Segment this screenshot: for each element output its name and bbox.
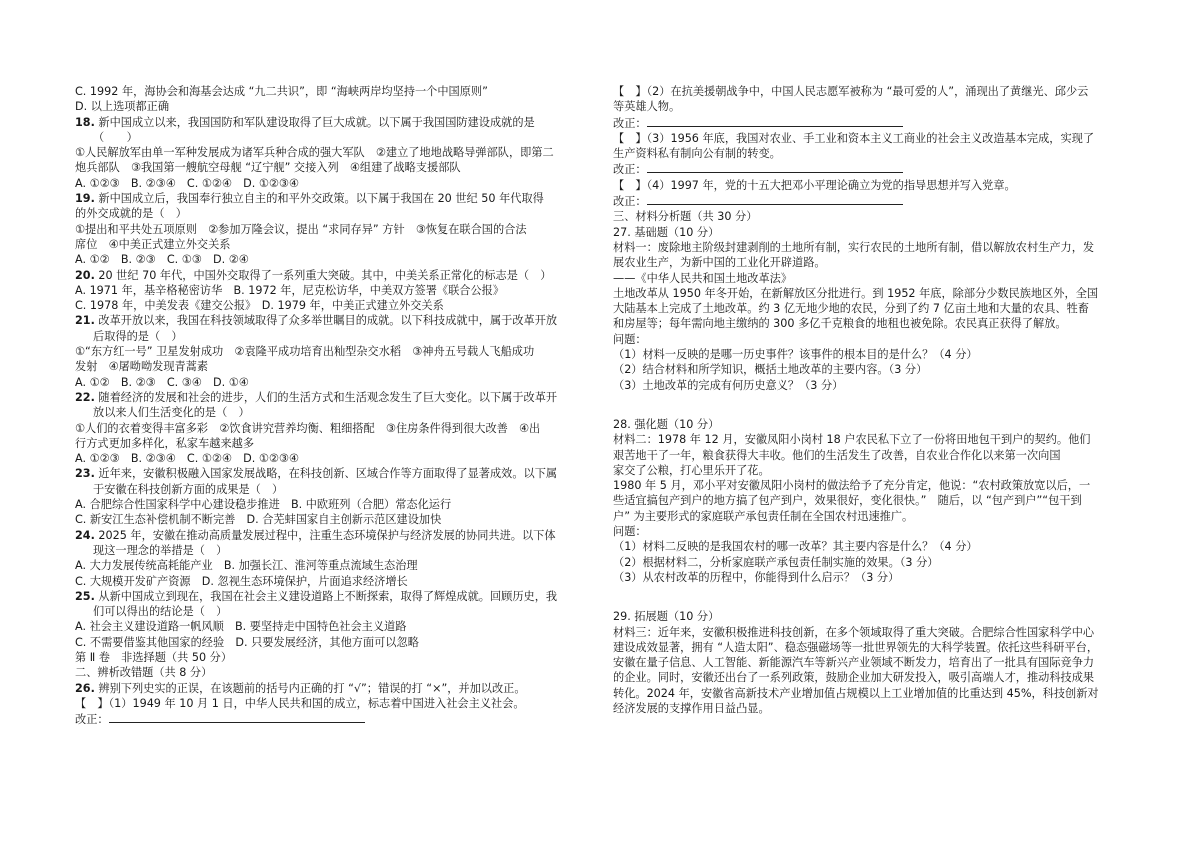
q23-stem: 近年来，安徽积极融入国家发展战略，在科技创新、区域合作等方面取得了显著成效。以下属	[94, 467, 558, 481]
q28-sub-3: （3）从农村改革的历程中，你能得到什么启示？（3 分）	[613, 570, 900, 584]
q19-stem-2: 的外交成就的是（ ）	[75, 207, 187, 221]
q26-stem: 辨别下列史实的正误，在该题前的括号内正确的打 “√”；错误的打 “×”，并加以改正。	[94, 681, 526, 695]
q22-answers: A. ①②③ B. ②③④ C. ①②④ D. ①②③④	[75, 452, 299, 466]
q18-stem: 新中国成立以来，我国国防和军队建设取得了巨大成就。以下属于我国国防建设成就的是	[94, 115, 535, 129]
q17-option-c: C. 1992 年，海协会和海基会达成 “九二共识”，即 “海峡两岸均坚持一个中国原则”	[75, 85, 488, 98]
q24-stem: 2025 年，安徽在推动高质量发展过程中，注重生态环境保护与经济发展的协同共进。以下体	[94, 528, 556, 542]
q24-number: 24.	[75, 528, 95, 542]
q22-stem-2: 放以来人们生活变化的是（ ）	[93, 406, 250, 420]
q21-stem: 改革开放以来，我国在科技领域取得了众多举世瞩目的成就。以下科技成就中，属于改革开放	[94, 314, 558, 328]
q29-material-3: 安徽在量子信息、人工智能、新能源汽车等新兴产业领域不断发力，培育出了一批具有国际竞争力	[613, 656, 1095, 670]
q19-answers: A. ①② B. ②③ C. ①③ D. ②④	[75, 253, 249, 267]
q26-item-3-fix-line[interactable]	[647, 161, 903, 173]
q23-stem-2: 于安徽在科技创新方面的成果是（ ）	[93, 482, 284, 496]
q29-material-6: 经济发展的支撑作用日益凸显。	[613, 701, 770, 715]
q20-stem: 20 世纪 70 年代，中国外交取得了一系列重大突破。其中，中美关系正常化的标志是（ ）	[94, 268, 552, 282]
q27-source: ——《中华人民共和国土地改革法》	[613, 271, 793, 285]
q25-answers-2: C. 不需要借鉴其他国家的经验 D. 只要发展经济，其他方面可以忽略	[75, 635, 419, 649]
section-2-heading: 二、辨析改错题（共 8 分）	[75, 666, 213, 680]
q28-material-1c: 家交了公粮，打心里乐开了花。	[613, 463, 770, 477]
question-24	[75, 528, 590, 589]
q26-item-3-fix-label: 改正：	[613, 163, 647, 177]
q28-sub-1: （1）材料二反映的是我国农村的哪一改革？其主要内容是什么？（4 分）	[613, 540, 978, 554]
q22-stem: 随着经济的发展和社会的进步，人们的生活方式和生活观念发生了巨大变化。以下属于改革开	[94, 390, 558, 404]
question-28	[613, 417, 1133, 585]
q18-options-2: 炮兵部队 ③我国第一艘航空母舰 “辽宁舰” 交接入列 ④组建了战略支援部队	[75, 161, 461, 175]
question-25	[75, 589, 590, 650]
q26-item-1-fix-label: 改正：	[75, 713, 109, 727]
q27-material-2c: 和房屋等；每年需向地主缴纳的 300 多亿千克粮食的地租也被免除。农民真正获得了解放。	[613, 317, 1067, 331]
q27-material-1a: 材料一：废除地主阶级封建剥削的土地所有制，实行农民的土地所有制，借以解放农村生产力，发	[613, 240, 1095, 254]
q22-options-2: 行方式更加多样化，私家车越来越多	[75, 436, 255, 450]
q24-stem-2: 现这一理念的举措是（ ）	[93, 543, 228, 557]
question-21	[75, 313, 590, 389]
q20-number: 20.	[75, 268, 95, 282]
q27-ask: 问题：	[613, 332, 647, 346]
q24-answers-1: A. 大力发展传统高耗能产业 B. 加强长江、淮河等重点流域生态治理	[75, 559, 418, 573]
q29-material-4: 的企业。同时，安徽还出台了一系列政策，鼓励企业加大研发投入，吸引高端人才，推动科技成果	[613, 671, 1095, 685]
q19-stem: 新中国成立后，我国奉行独立自主的和平外交政策。以下属于我国在 20 世纪 50 年代取得	[94, 192, 544, 206]
q22-options-1: ①人们的衣着变得丰富多彩 ②饮食讲究营养均衡、粗细搭配 ③住房条件得到很大改善 ④出	[75, 421, 541, 435]
question-26	[75, 681, 590, 728]
q29-material-2: 建设成效显著，拥有 “人造太阳”、稳态强磁场等一批世界领先的大科学装置。依托这些科研平台，	[613, 640, 1099, 654]
q22-number: 22.	[75, 390, 95, 404]
q25-number: 25.	[75, 589, 95, 603]
q28-material-2a: 1980 年 5 月，邓小平对安徽凤阳小岗村的做法给予了充分肯定，他说：“农村政策放宽以后，一	[613, 479, 1091, 493]
q19-options-1: ①提出和平共处五项原则 ②参加万隆会议，提出 “求同存异” 方针 ③恢复在联合国的合法	[75, 222, 527, 236]
q26-item-3: 【 】（3）1956 年底，我国对农业、手工业和资本主义工商业的社会主义改造基本完成，实现了	[613, 131, 1095, 145]
right-column	[613, 84, 1133, 716]
q28-material-1a: 材料二：1978 年 12 月，安徽凤阳小岗村 18 户农民私下立了一份将田地包干到户的契约。他们	[613, 433, 1091, 447]
q28-material-1b: 艰苦地干了一年，粮食获得大丰收。他们的生活发生了改善，自农业合作化以来第一次向国	[613, 448, 1061, 462]
q27-material-2b: 大陆基本上完成了土地改革。约 3 亿无地少地的农民，分到了约 7 亿亩土地和大量的农具、牲畜	[613, 302, 1089, 316]
q28-material-2c: 户” 为主要形式的家庭联产承包责任制在全国农村迅速推广。	[613, 509, 914, 523]
q27-material-1b: 展农业生产，为新中国的工业化开辟道路。	[613, 256, 826, 270]
q27-sub-1: （1）材料一反映的是哪一历史事件？该事件的根本目的是什么？（4 分）	[613, 348, 978, 362]
q18-number: 18.	[75, 115, 95, 129]
q26-item-2-fix-line[interactable]	[647, 115, 903, 127]
q18-answers: A. ①②③ B. ②③④ C. ①②④ D. ①②③④	[75, 176, 299, 190]
question-22	[75, 390, 590, 466]
q20-answers-1: A. 1971 年，基辛格秘密访华 B. 1972 年，尼克松访华，中美双方签署《联合公报》	[75, 283, 505, 297]
q29-title: 29. 拓展题（10 分）	[613, 610, 720, 624]
left-column	[75, 84, 590, 727]
section-3-heading: 三、材料分析题（共 30 分）	[613, 210, 758, 224]
q17-option-d: D. 以上选项都正确	[75, 100, 170, 114]
q26-item-1: 【 】（1）1949 年 10 月 1 日，中华人民共和国的成立，标志着中国进入社会主义社会。	[75, 696, 525, 710]
question-19	[75, 191, 590, 267]
q23-number: 23.	[75, 467, 95, 481]
q18-options-1: ①人民解放军由单一军种发展成为诸军兵种合成的强大军队 ②建立了地地战略导弹部队，即第二	[75, 146, 554, 160]
q19-number: 19.	[75, 192, 95, 206]
q25-stem-2: 们可以得出的结论是（ ）	[93, 605, 228, 619]
q20-answers-2: C. 1978 年，中美发表《建交公报》 D. 1979 年，中美正式建立外交关系	[75, 299, 444, 313]
question-27	[613, 225, 1133, 393]
q26-item-1-fix-line[interactable]	[109, 711, 365, 723]
q21-answers: A. ①② B. ②③ C. ③④ D. ①④	[75, 375, 249, 389]
q21-options-1: ①“东方红一号” 卫星发射成功 ②袁隆平成功培育出籼型杂交水稻 ③神舟五号载人飞船成功	[75, 345, 535, 359]
q26-item-2: 【 】（2）在抗美援朝战争中，中国人民志愿军被称为 “最可爱的人”，涌现出了黄继光、邱少云	[613, 85, 1089, 98]
q28-sub-2: （2）根据材料二，分析家庭联产承包责任制实施的效果。（3 分）	[613, 555, 939, 569]
q29-material-1: 材料三：近年来，安徽积极推进科技创新，在多个领域取得了重大突破。合肥综合性国家科学中心	[613, 625, 1095, 639]
q28-title: 28. 强化题（10 分）	[613, 417, 720, 431]
q19-options-2: 席位 ④中美正式建立外交关系	[75, 237, 231, 251]
q18-paren: （ ）	[93, 130, 138, 144]
q28-ask: 问题：	[613, 525, 647, 539]
q25-stem: 从新中国成立到现在，我国在社会主义建设道路上不断探索，取得了辉煌成就。回顾历史，我	[94, 589, 558, 603]
q28-material-2b: 些适宜搞包产到户的地方搞了包产到户，效果很好，变化很快。” 随后，以 “包产到户”“包干到	[613, 494, 1082, 508]
q26-item-4-fix-label: 改正：	[613, 195, 647, 209]
q26-number: 26.	[75, 681, 95, 695]
q27-title: 27. 基础题（10 分）	[613, 225, 720, 239]
q23-answers-2: C. 新安江生态补偿机制不断完善 D. 合芜蚌国家自主创新示范区建设加快	[75, 513, 442, 527]
q26-item-2-fix-label: 改正：	[613, 116, 647, 130]
q27-sub-3: （3）土地改革的完成有何历史意义？（3 分）	[613, 378, 844, 392]
question-29	[613, 609, 1133, 716]
q24-answers-2: C. 大规模开发矿产资源 D. 忽视生态环境保护，片面追求经济增长	[75, 574, 408, 588]
part-2-heading: 第 Ⅱ 卷 非选择题（共 50 分）	[75, 650, 233, 664]
q26-item-4: 【 】（4）1997 年，党的十五大把邓小平理论确立为党的指导思想并写入党章。	[613, 178, 1016, 192]
q26-item-3-cont: 生产资料私有制向公有制的转变。	[613, 147, 781, 161]
q21-stem-2: 后取得的是（ ）	[93, 329, 183, 343]
question-18	[75, 115, 590, 191]
q27-material-2a: 土地改革从 1950 年冬开始，在新解放区分批进行。到 1952 年底，除部分少数民族地区外，全国	[613, 286, 1099, 300]
q21-number: 21.	[75, 314, 95, 328]
q25-answers-1: A. 社会主义建设道路一帆风顺 B. 要坚持走中国特色社会主义道路	[75, 620, 407, 634]
q23-answers-1: A. 合肥综合性国家科学中心建设稳步推进 B. 中欧班列（合肥）常态化运行	[75, 498, 452, 512]
q21-options-2: 发射 ④屠呦呦发现青蒿素	[75, 360, 209, 374]
q29-material-5: 转化。2024 年，安徽省高新技术产业增加值占规模以上工业增加值的比重达到 45%，科技创新对	[613, 686, 1099, 700]
q26-item-4-fix-line[interactable]	[647, 193, 903, 205]
question-20	[75, 268, 590, 314]
q26-item-2-cont: 等英雄人物。	[613, 100, 681, 114]
q27-sub-2: （2）结合材料和所学知识，概括土地改革的主要内容。（3 分）	[613, 363, 928, 377]
question-23	[75, 466, 590, 527]
